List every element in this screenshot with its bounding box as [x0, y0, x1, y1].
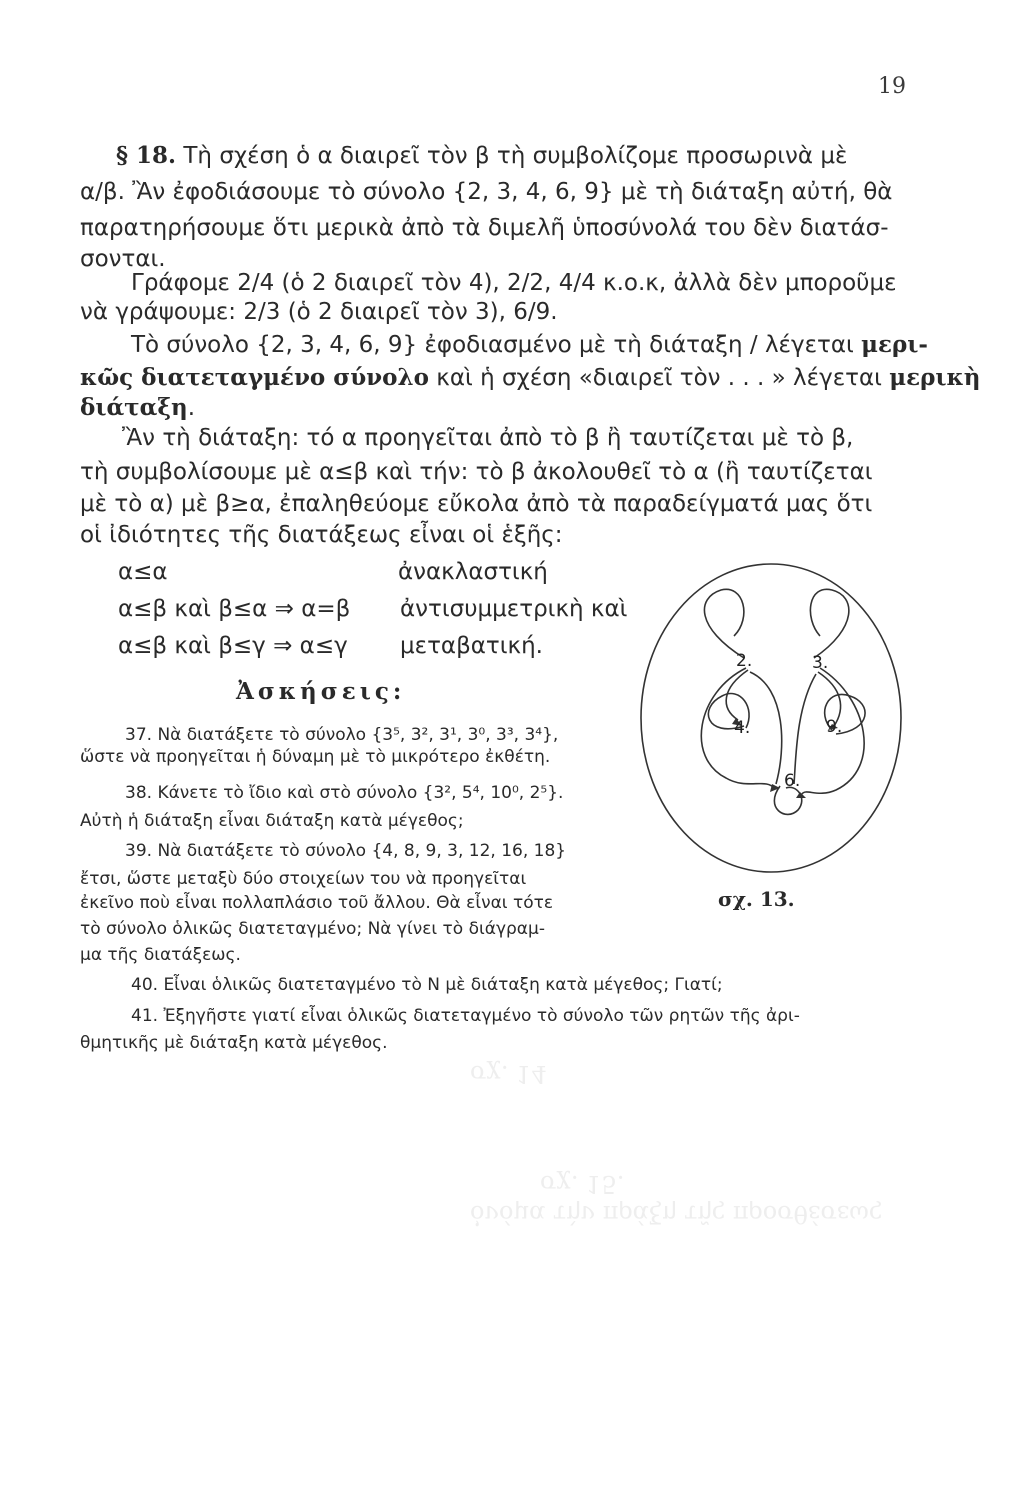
paragraph-line — [80, 393, 195, 423]
paragraph-line: τὴ συμβολίσουμε μὲ α≤β καὶ τήν: τὸ β ἀκολουθεῖ τὸ α (ἢ ταυτίζεται — [80, 459, 873, 485]
section-mark: § 18. — [116, 142, 177, 169]
exercise-line: ἐκεῖνο ποὺ εἶναι πολλαπλάσιο τοῦ ἄλλου. Θὰ εἶναι τότε — [80, 893, 554, 913]
page-number: 19 — [878, 74, 906, 99]
paragraph-line: παρατηρήσουμε ὅτι μερικὰ ἀπὸ τὰ διμελῆ ὑποσύνολά του δὲν διατάσ- — [80, 215, 889, 241]
property-name: μεταβατική. — [400, 633, 543, 659]
paragraph-line: οἱ ἰδιότητες τῆς διατάξεως εἶναι οἱ ἑξῆς: — [80, 522, 563, 548]
loop-2 — [704, 589, 744, 658]
paragraph-text: Τὴ σχέση ὁ α διαιρεῖ τὸν β τὴ συμβολίζομε προσωρινὰ μὲ — [183, 143, 848, 169]
paragraph-line — [80, 363, 980, 393]
exercise-line: 41. Ἐξηγῆστε γιατί εἶναι ὁλικῶς διατεταγμένο τὸ σύνολο τῶν ρητῶν τῆς ἀρι- — [131, 1006, 800, 1026]
bleed-through-background: σχ. 15. σχ. 14 ὀνόμα τὴν πράξη τῆς προσθέσεως — [470, 1060, 883, 1228]
paragraph-text: . — [187, 395, 196, 421]
term-bold: κῶς διατεταγμένο σύνολο — [80, 364, 429, 391]
exercise-line: Αὐτὴ ἡ διάταξη εἶναι διάταξη κατὰ μέγεθος; — [80, 811, 464, 831]
exercise-line: ἔτσι, ὥστε μεταξὺ δύο στοιχείων του νὰ προηγεῖται — [80, 869, 527, 889]
node-4: 4. — [734, 718, 751, 738]
paragraph-line: νὰ γράψουμε: 2/3 (ὁ 2 διαιρεῖ τὸν 3), 6/9. — [80, 299, 558, 325]
paragraph-line: Ἂν τὴ διάταξη: τό α προηγεῖται ἀπὸ τὸ β ἢ ταυτίζεται μὲ τὸ β, — [122, 425, 854, 451]
arrow-4-6 — [750, 672, 782, 784]
exercise-line: 38. Κάνετε τὸ ἴδιο καὶ στὸ σύνολο {3², 5⁴, 10⁰, 2⁵}. — [125, 783, 564, 803]
term-bold: διάταξη — [80, 394, 188, 421]
exercise-line: 39. Νὰ διατάξετε τὸ σύνολο {4, 8, 9, 3, 12, 16, 18} — [125, 841, 567, 861]
term-bold: μερι- — [861, 331, 928, 358]
arrow-3-6-inner — [794, 674, 816, 784]
divisibility-diagram — [636, 558, 906, 878]
loop-3 — [810, 589, 848, 658]
node-2: 2. — [736, 651, 753, 671]
paragraph-line: α/β. Ἂν ἐφοδιάσουμε τὸ σύνολο {2, 3, 4, 6, 9} μὲ τὴ διάταξη αὐτή, θὰ — [80, 179, 893, 205]
paragraph-line — [116, 141, 847, 171]
paragraph-line: σονται. — [80, 246, 166, 272]
term-bold: μερικὴ — [889, 364, 981, 391]
exercise-line: μα τῆς διατάξεως. — [80, 945, 241, 965]
node-6: 6. — [784, 771, 801, 791]
paragraph-line: μὲ τὸ α) μὲ β≥α, ἐπαληθεύομε εὔκολα ἀπὸ τὰ παραδείγματά μας ὅτι — [80, 491, 873, 517]
property-formula: α≤β καὶ β≤γ ⇒ α≤γ — [118, 633, 348, 659]
node-9: 9. — [826, 717, 843, 737]
exercise-line: 40. Εἶναι ὁλικῶς διατεταγμένο τὸ Ν μὲ διάταξη κατὰ μέγεθος; Γιατί; — [131, 975, 723, 995]
exercise-line: θμητικῆς μὲ διάταξη κατὰ μέγεθος. — [80, 1033, 388, 1053]
property-formula: α≤β καὶ β≤α ⇒ α=β — [118, 596, 351, 622]
figure-caption: σχ. 13. — [718, 887, 795, 911]
exercise-line: ὥστε νὰ προηγεῖται ἡ δύναμη μὲ τὸ μικρότερο ἐκθέτη. — [80, 747, 551, 767]
node-3: 3. — [812, 653, 829, 673]
exercise-line: τὸ σύνολο ὁλικῶς διατεταγμένο; Νὰ γίνει τὸ διάγραμ- — [80, 919, 545, 939]
paragraph-text: Τὸ σύνολο {2, 3, 4, 6, 9} ἐφοδιασμένο μὲ τὴ διάταξη / λέγεται — [131, 332, 854, 358]
paragraph-text: καὶ ἡ σχέση «διαιρεῖ τὸν . . . » λέγεται — [436, 365, 882, 391]
paragraph-line: Γράφομε 2/4 (ὁ 2 διαιρεῖ τὸν 4), 2/2, 4/4 κ.ο.κ, ἀλλὰ δὲν μποροῦμε — [131, 270, 897, 296]
exercises-heading: Ἀσκήσεις: — [236, 678, 406, 705]
outer-ellipse — [641, 564, 901, 872]
paragraph-line — [131, 330, 928, 360]
property-name: ἀντισυμμετρικὴ καὶ — [400, 596, 628, 622]
property-name: ἀνακλαστική — [398, 559, 548, 585]
exercise-line: 37. Νὰ διατάξετε τὸ σύνολο {3⁵, 3², 3¹, 3⁰, 3³, 3⁴}, — [125, 725, 559, 745]
property-formula: α≤α — [118, 559, 168, 585]
